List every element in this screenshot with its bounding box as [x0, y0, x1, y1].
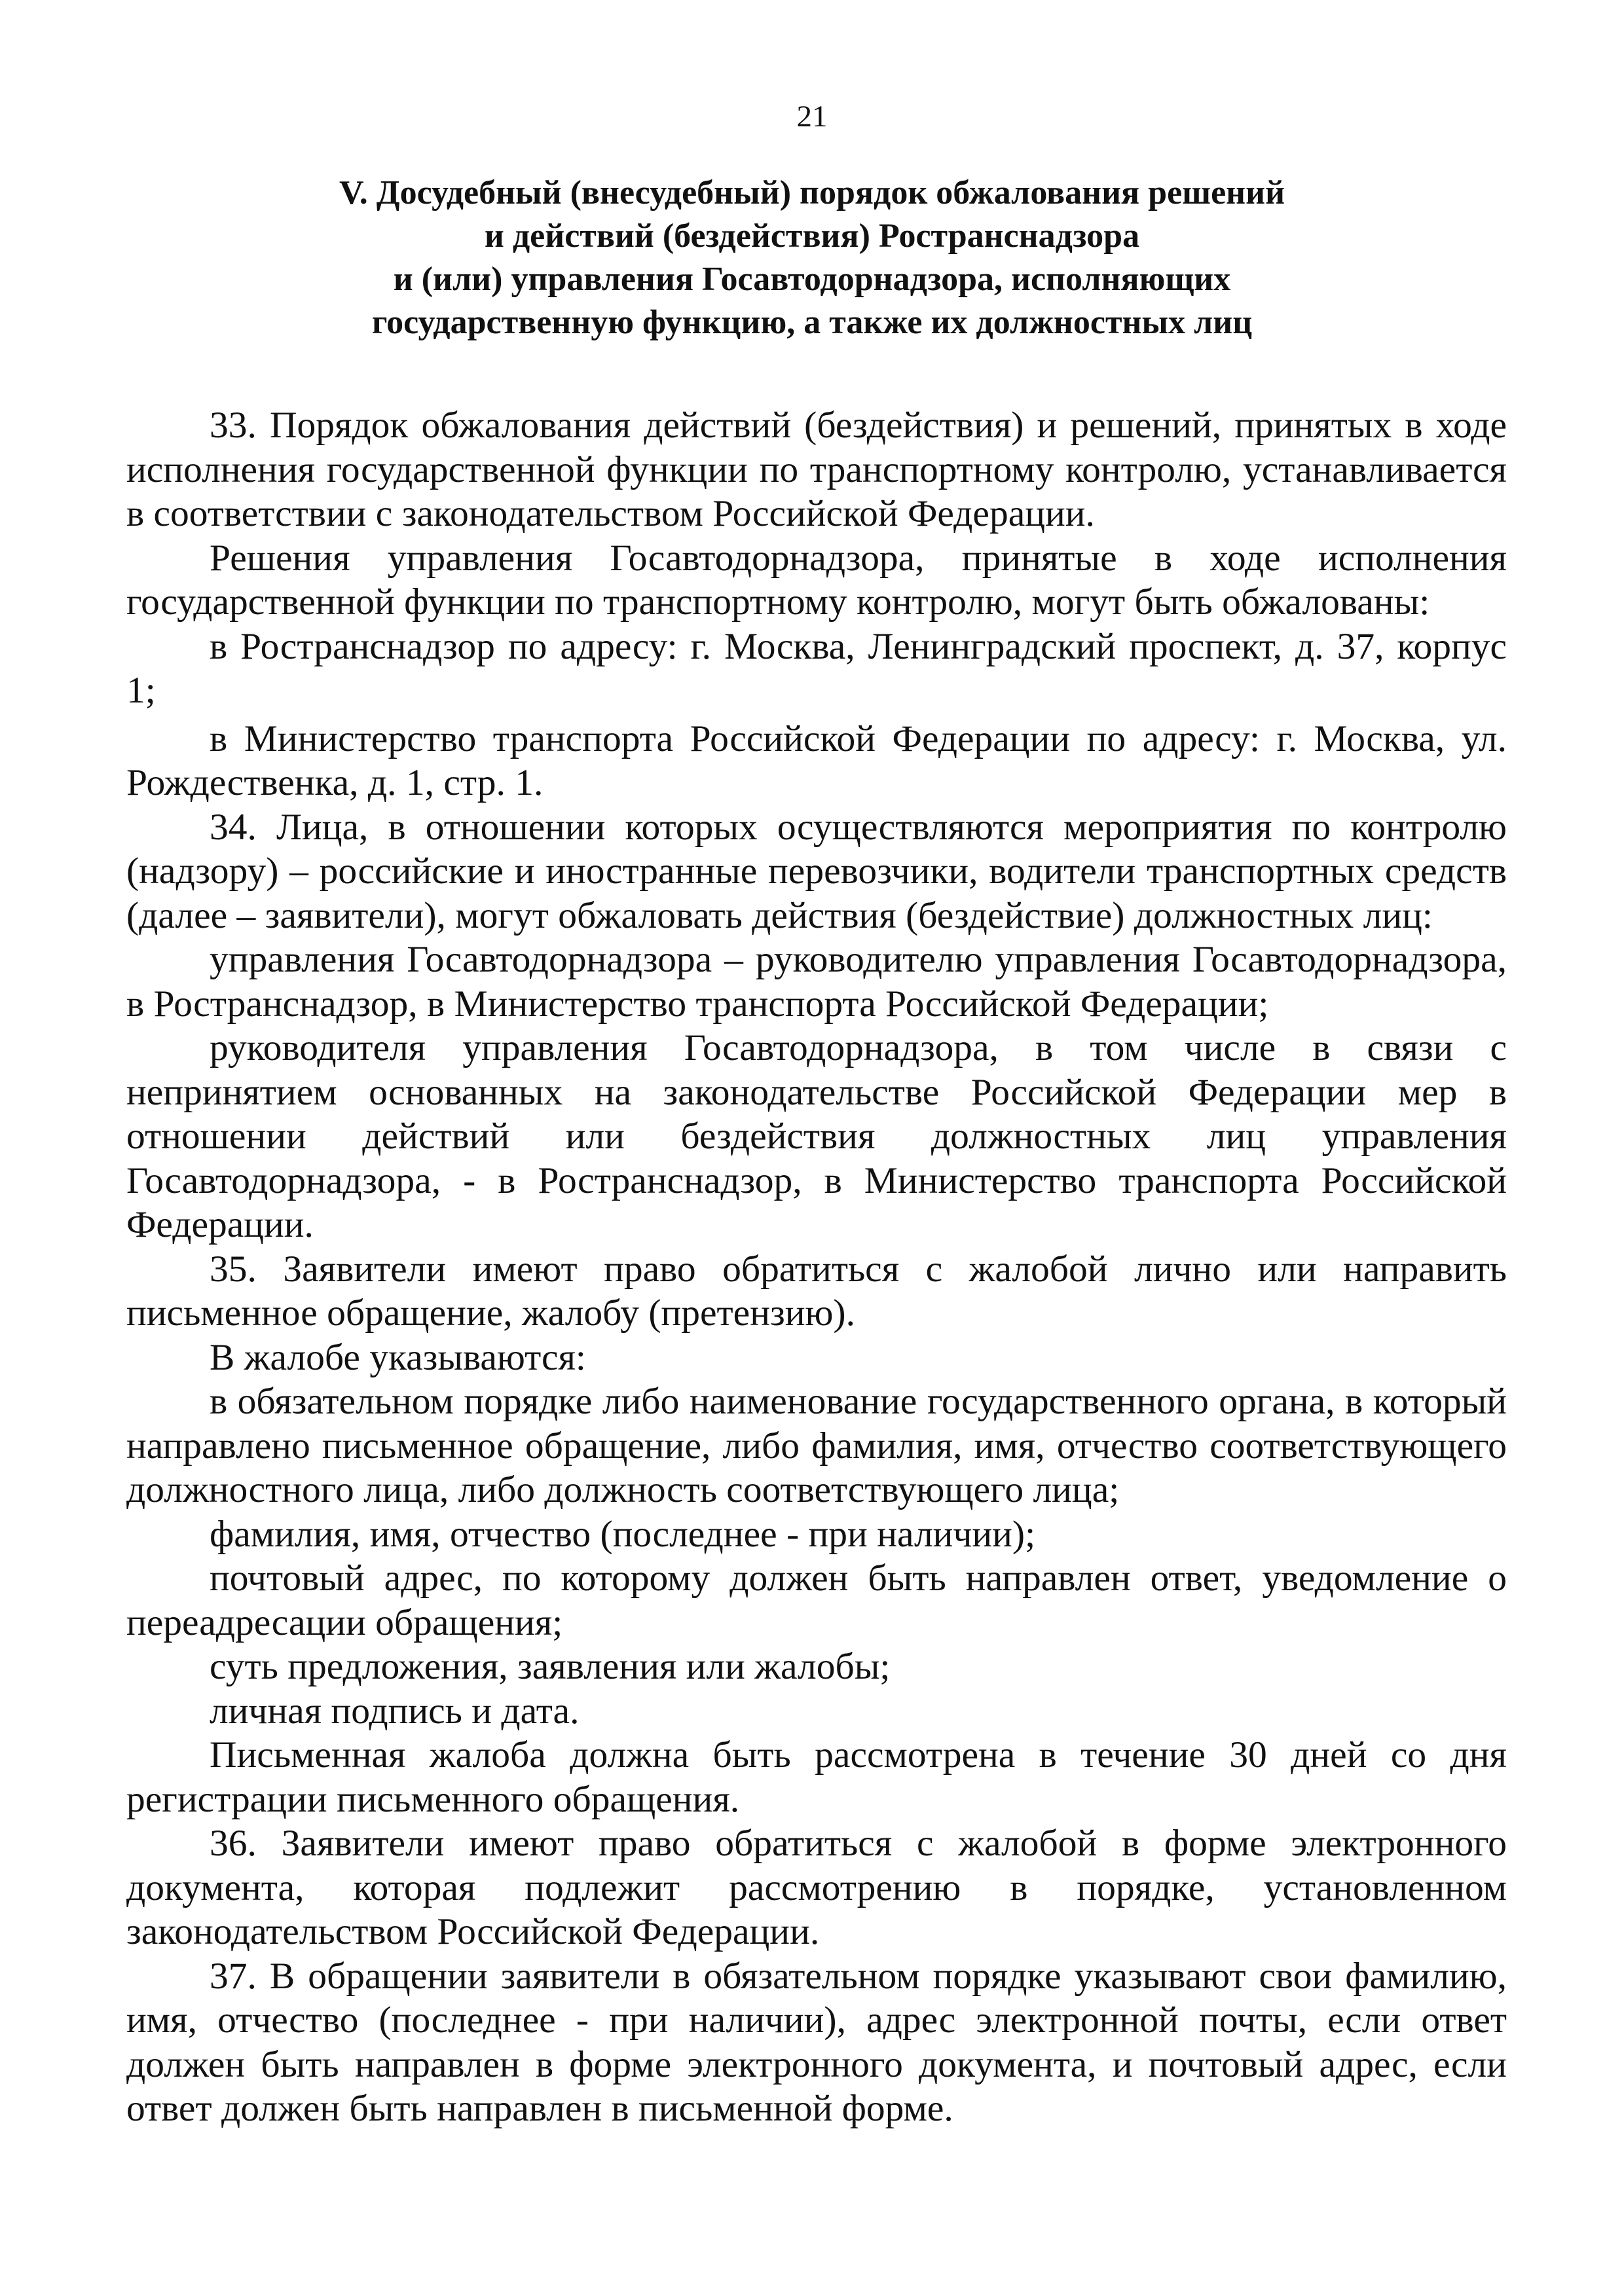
paragraph-37: 37. В обращении заявители в обязательном порядке указывают свои фамилию, имя, отчество (последнее - при наличии), адрес электронной почты, если ответ должен быть направлен в форме электронного документа, и почтовый адрес, если ответ должен быть направлен в письменной форме. — [126, 1955, 1507, 2129]
paragraph: фамилия, имя, отчество (последнее - при наличии); — [210, 1513, 1036, 1555]
paragraph: почтовый адрес, по которому должен быть направлен ответ, уведомление о переадресации обращения; — [126, 1558, 1507, 1643]
paragraph: управления Госавтодорнадзора – руководителю управления Госавтодорнадзора, в Ространснадзор, в Министерство транспорта Российской Федерации; — [126, 939, 1507, 1025]
section-heading — [196, 172, 1428, 344]
section-heading-line: V. Досудебный (внесудебный) порядок обжалования решений — [339, 174, 1285, 211]
paragraph-34: 34. Лица, в отношении которых осуществляются мероприятия по контролю (надзору) – российские и иностранные перевозчики, водители транспортных средств (далее – заявители), могут обжаловать действия (бездействие) должностных лиц: — [126, 806, 1507, 936]
paragraph: в Ространснадзор по адресу: г. Москва, Ленинградский проспект, д. 37, корпус 1; — [126, 625, 1507, 711]
paragraph: в обязательном порядке либо наименование государственного органа, в который направлено письменное обращение, либо фамилия, имя, отчество соответствующего должностного лица, либо должность соответствующего лица; — [126, 1381, 1507, 1510]
section-heading-line: государственную функцию, а также их должностных лиц — [371, 304, 1253, 341]
paragraph: руководителя управления Госавтодорнадзора, в том числе в связи с непринятием основанных на законодательстве Российской Федерации мер в отношении действий или бездействия должностных лиц управления Госавтодорнадзора, - в Ространснадзор, в Министерство транспорта Российской Федерации. — [126, 1027, 1507, 1245]
page-number: 21 — [796, 100, 828, 134]
paragraph: суть предложения, заявления или жалобы; — [210, 1646, 891, 1687]
paragraph-36: 36. Заявители имеют право обратиться с жалобой в форме электронного документа, которая подлежит рассмотрению в порядке, установленном законодательством Российской Федерации. — [126, 1823, 1507, 1952]
section-heading-line: и действий (бездействия) Ространснадзора — [484, 217, 1140, 255]
paragraph: личная подпись и дата. — [210, 1690, 580, 1732]
paragraph: в Министерство транспорта Российской Федерации по адресу: г. Москва, ул. Рождественка, д. 1, стр. 1. — [126, 718, 1507, 803]
document-body — [126, 403, 1507, 2131]
paragraph: В жалобе указываются: — [210, 1336, 586, 1378]
paragraph-35: 35. Заявители имеют право обратиться с жалобой лично или направить письменное обращение, жалобу (претензию). — [126, 1248, 1507, 1334]
paragraph: Решения управления Госавтодорнадзора, принятые в ходе исполнения государственной функции по транспортному контролю, могут быть обжалованы: — [126, 537, 1507, 623]
paragraph: Письменная жалоба должна быть рассмотрена в течение 30 дней со дня регистрации письменного обращения. — [126, 1734, 1507, 1820]
section-heading-line: и (или) управления Госавтодорнадзора, исполняющих — [393, 261, 1231, 298]
paragraph-33: 33. Порядок обжалования действий (бездействия) и решений, принятых в ходе исполнения государственной функции по транспортному контролю, устанавливается в соответствии с законодательством Российской Федерации. — [126, 405, 1507, 534]
